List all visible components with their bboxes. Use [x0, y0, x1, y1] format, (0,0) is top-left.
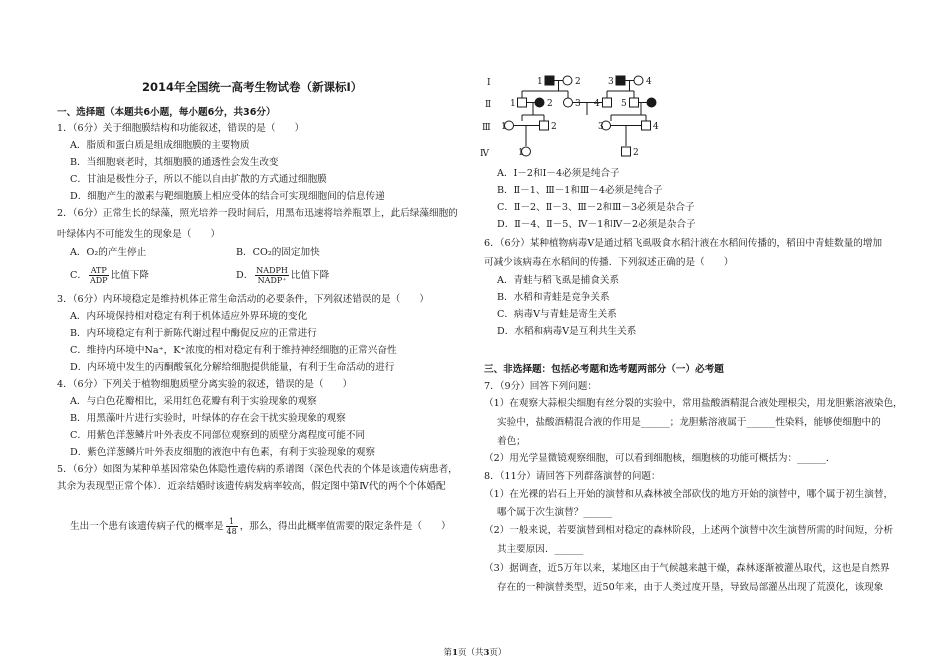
- page-footer: [0, 646, 950, 658]
- q6-option-d: D．水稻和病毒V是互利共生关系: [497, 326, 637, 337]
- q3-option-a: A．内环境保持相对稳定有利于机体适应外界环境的变化: [70, 311, 308, 322]
- pedigree-num-ii4: 4: [594, 99, 600, 109]
- q4-option-a: A．与白色花瓣相比，采用红色花瓣有利于实验现象的观察: [70, 396, 317, 407]
- pedigree-ii2-female-affected: [535, 98, 544, 107]
- q5-stem-line3: [70, 517, 451, 537]
- q8-part1-line1: （1）在光裸的岩石上开始的演替和从森林被全部砍伐的地方开始的演替中，哪个属于初生演替，: [484, 489, 894, 500]
- q5-option-c: C．Ⅱ－2、Ⅱ－3、Ⅲ－2和Ⅲ－3必须是杂合子: [497, 202, 695, 213]
- q3-option-d: D．内环境中发生的丙酮酸氧化分解给细胞提供能量，有利于生命活动的进行: [70, 362, 395, 373]
- q4-option-c: C．用紫色洋葱鳞片叶外表皮不同部位观察到的质壁分离程度可能不同: [70, 430, 366, 441]
- q8-part2-line1: （2）一般来说，若要演替到相对稳定的森林阶段，上述两个演替中次生演替所需的时间短，分析: [484, 525, 894, 536]
- footer-page-number: 1: [452, 648, 458, 658]
- pedigree-ii5-male: [630, 98, 639, 107]
- q3-option-c: C．维持内环境中Na⁺，K⁺浓度的相对稳定有利于维持神经细胞的正常兴奋性: [70, 345, 397, 356]
- q5-stem-line2: 其余为表现型正常个体）．近亲结婚时该遗传病发病率较高，假定图中第Ⅳ代的两个个体婚配: [57, 481, 446, 492]
- nadph-fraction: [255, 266, 289, 285]
- q8-stem: 8．（11分）请回答下列群落演替的问题：: [484, 471, 661, 482]
- q7-part1-line2: 实验中，盐酸酒精混合液的作用是______；龙胆紫溶液属于______性染料，能够使细胞中的: [497, 417, 881, 428]
- q2-option-d-text: 比值下降: [290, 270, 330, 281]
- atp-adp-fraction: [89, 266, 109, 285]
- q2-option-b: B．CO₂的固定加快: [236, 247, 320, 258]
- frac-numerator: NADPH: [256, 266, 288, 275]
- pedigree-num-ii3: 3: [575, 99, 581, 109]
- q8-part3-line2: 存在的一种演替类型，近50年来，由于人类过度开垦，导致局部灌丛出现了荒漠化，该现象: [497, 582, 884, 593]
- probability-fraction: [226, 517, 238, 536]
- frac-numerator: ATP: [90, 266, 107, 275]
- pedigree-i3-male-affected: [616, 76, 625, 85]
- gen-label-ii: Ⅱ: [485, 100, 492, 110]
- q5-stem-text-end: ，那么，得出此概率值需要的限定条件是（ ）: [239, 521, 451, 532]
- q1-stem: 1．（6分）关于细胞膜结构和功能叙述，错误的是（ ）: [57, 123, 305, 134]
- footer-total-pages: 3: [483, 648, 490, 658]
- pedigree-iv2-male: [622, 147, 631, 156]
- q6-stem-line2: 可减少该病毒在水稻间的传播．下列叙述正确的是（ ）: [484, 257, 734, 268]
- pedigree-num-i1: 1: [537, 77, 543, 87]
- q7-part1-line3: 着色；: [497, 436, 526, 447]
- pedigree-i4-female: [634, 76, 643, 85]
- pedigree-num-i2: 2: [575, 77, 581, 87]
- q1-option-b: B．当细胞衰老时，其细胞膜的通透性会发生改变: [70, 157, 279, 168]
- pedigree-iii4-male: [642, 121, 651, 130]
- q7-part1-line1: （1）在观察大蒜根尖细胞有丝分裂的实验中，常用盐酸酒精混合液处理根尖，用龙胆紫溶液染色，: [484, 398, 903, 409]
- pedigree-iii2-male: [540, 121, 549, 130]
- pedigree-i1-male-affected: [545, 76, 554, 85]
- footer-mid: 页（共: [457, 648, 484, 658]
- q7-part2: （2）用光学显微镜观察细胞，可以看到细胞核，细胞核的功能可概括为：______．: [484, 453, 836, 464]
- q5-stem-line1: 5．（6分）如图为某种单基因常染色体隐性遗传病的系谱图（深色代表的个体是该遗传病患者，: [57, 464, 458, 475]
- frac-denominator: ADP: [89, 276, 108, 285]
- pedigree-num-iii1: 1: [501, 122, 507, 132]
- q2-stem-line1: 2．（6分）正常生长的绿藻，照光培养一段时间后，用黑布迅速将培养瓶罩上，此后绿藻细胞的: [57, 208, 458, 219]
- q3-option-b: B．内环境稳定有利于新陈代谢过程中酶促反应的正常进行: [70, 328, 317, 339]
- section-heading-choice: 一、选择题（本题共6小题，每小题6分，共36分）: [57, 107, 276, 118]
- q2-option-d: [236, 266, 329, 285]
- q4-option-d: D．紫色洋葱鳞片叶外表皮细胞的液泡中有色素，有利于实验现象的观察: [70, 447, 376, 458]
- section-heading-nonchoice: 三、非选择题：包括必考题和选考题两部分（一）必考题: [484, 364, 724, 375]
- q1-option-d: D．细胞产生的激素与靶细胞膜上相应受体的结合可实现细胞间的信息传递: [70, 191, 385, 202]
- q2-option-c: [70, 266, 149, 285]
- pedigree-num-i3: 3: [608, 77, 614, 87]
- q2-option-a: A．O₂的产生停止: [70, 247, 147, 258]
- pedigree-num-iv2: 2: [633, 148, 639, 158]
- q6-option-a: A．青蛙与稻飞虱是捕食关系: [497, 275, 620, 286]
- q7-stem: 7．（9分）回答下列问题：: [484, 381, 597, 392]
- pedigree-num-ii2: 2: [547, 99, 553, 109]
- frac-denominator: NADP⁺: [257, 276, 287, 285]
- q8-part2-line2: 其主要原因．______: [497, 544, 584, 555]
- q3-stem: 3．（6分）内环境稳定是维持机体正常生命活动的必要条件，下列叙述错误的是（ ）: [57, 294, 429, 305]
- q6-stem-line1: 6．（6分）某种植物病毒V是通过稻飞虱吸食水稻汁液在水稻间传播的，稻田中青蛙数量的增加: [484, 238, 883, 249]
- pedigree-ii1-male: [518, 98, 527, 107]
- q2-option-d-letter: D．: [236, 270, 254, 281]
- q5-option-d: D．Ⅱ－4、Ⅱ－5、Ⅳ－1和Ⅳ－2必须是杂合子: [497, 219, 696, 230]
- pedigree-num-iv1: 1: [518, 148, 524, 158]
- footer-prefix: 第: [443, 648, 453, 658]
- pedigree-ii4-male: [603, 98, 612, 107]
- frac-numerator: 1: [226, 517, 238, 527]
- q4-stem: 4．（6分）下列关于植物细胞质壁分离实验的叙述，错误的是（ ）: [57, 379, 353, 390]
- q1-option-c: C．甘油是极性分子，所以不能以自由扩散的方式通过细胞膜: [70, 174, 327, 185]
- gen-label-iii: Ⅲ: [482, 123, 491, 133]
- q5-option-b: B．Ⅱ－1、Ⅲ－1和Ⅲ－4必须是纯合子: [497, 185, 663, 196]
- pedigree-num-ii5: 5: [621, 99, 627, 109]
- pedigree-ii6-female-affected: [647, 98, 656, 107]
- q8-part1-line2: 哪个属于次生演替？______: [497, 507, 613, 518]
- q2-option-c-letter: C．: [70, 270, 87, 281]
- q6-option-b: B．水稻和青蛙是竞争关系: [497, 292, 610, 303]
- pedigree-chart: [476, 70, 716, 170]
- pedigree-num-iii3: 3: [598, 122, 604, 132]
- pedigree-i2-female: [563, 76, 572, 85]
- frac-denominator: 48: [226, 527, 237, 536]
- paper-title: 2014年全国统一高考生物试卷（新课标Ⅰ）: [142, 80, 363, 94]
- footer-suffix: 页）: [489, 648, 507, 658]
- q6-option-c: C．病毒V与青蛙是寄生关系: [497, 309, 617, 320]
- q1-option-a: A．脂质和蛋白质是组成细胞膜的主要物质: [70, 140, 250, 151]
- gen-label-i: Ⅰ: [487, 78, 491, 88]
- q5-option-a: A．Ⅰ－2和Ⅰ－4必须是纯合子: [497, 168, 620, 179]
- q4-option-b: B．用黑藻叶片进行实验时，叶绿体的存在会干扰实验现象的观察: [70, 413, 346, 424]
- pedigree-num-iii2: 2: [551, 122, 557, 132]
- pedigree-ii3-female: [564, 98, 573, 107]
- q2-stem-line2: 叶绿体内不可能发生的现象是（ ）: [57, 229, 221, 240]
- pedigree-num-ii1: 1: [510, 99, 516, 109]
- q8-part3-line1: （3）据调查，近5万年以来，某地区由于气候越来越干燥，森林逐渐被灌丛取代，这也是自然界: [484, 563, 890, 574]
- q2-option-c-text: 比值下降: [110, 270, 149, 281]
- q5-stem-text: 生出一个患有该遗传病子代的概率是: [70, 521, 224, 532]
- gen-label-iv: Ⅳ: [480, 149, 489, 159]
- pedigree-num-i4: 4: [646, 77, 652, 87]
- pedigree-num-iii4: 4: [653, 122, 659, 132]
